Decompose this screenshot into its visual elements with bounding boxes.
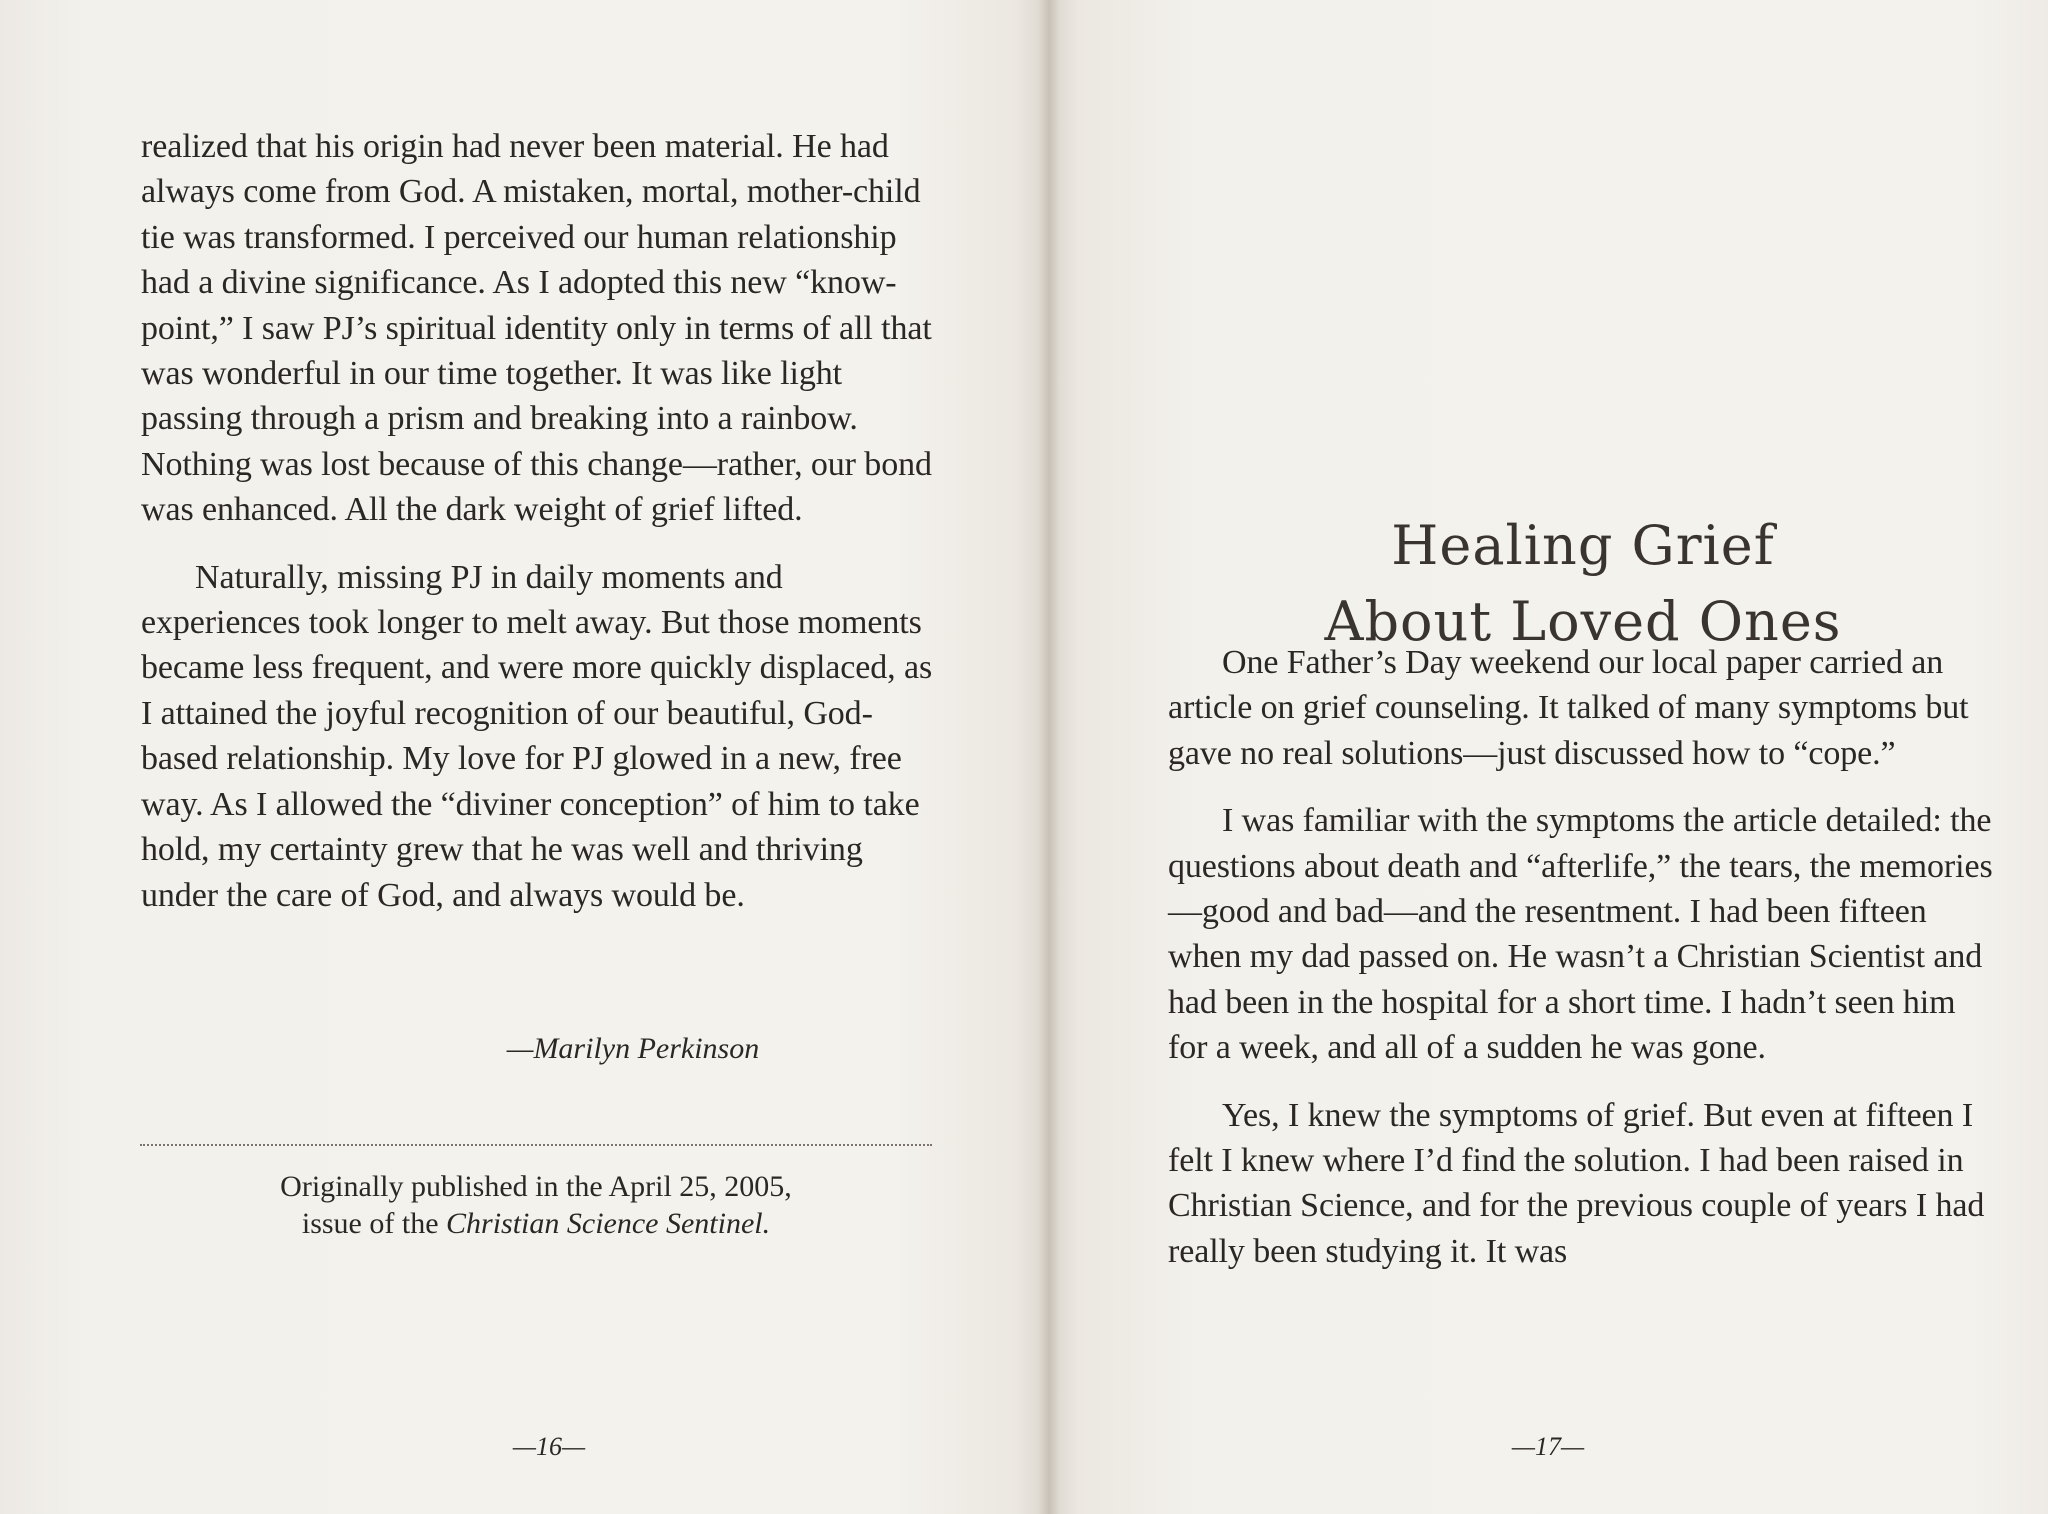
publication-note-line-2 [140, 1205, 932, 1242]
left-page-body [141, 124, 941, 918]
chapter-title [1168, 508, 1998, 660]
right-page [1048, 0, 2048, 1514]
left-paragraph-1: realized that his origin had never been material. He had always come from God. A mistaken, mortal, mother-child tie was transformed. I perceived our human relationship had a divine significance. As I adopted this new “know-point,” I saw PJ’s spiritual identity only in terms of all that was wonderful in our time together. It was like light passing through a prism and breaking into a rainbow. Nothing was lost because of this change—rather, our bond was enhanced. All the dark weight of grief lifted. [141, 128, 932, 529]
page-number-left: —16— [512, 1432, 586, 1461]
dotted-divider [140, 1144, 932, 1146]
right-paragraph-3: Yes, I knew the symptoms of grief. But even at fifteen I felt I knew where I’d find the solution. I had been raised in Christian Science, and for the previous couple of years I had really been studying it. It was [1168, 1096, 1985, 1270]
author-signature: —Marilyn Perkinson [506, 1032, 760, 1065]
publication-title: Christian Science Sentinel. [446, 1207, 771, 1240]
chapter-title-line-1: Healing Grief [1391, 514, 1775, 578]
right-paragraph-2: I was familiar with the symptoms the article detailed: the questions about death and “afterlife,” the tears, the memories—good and bad—and the resentment. I had been fifteen when my dad passed on. He wasn’t a Christian Scientist and had been in the hospital for a short time. I hadn’t seen him for a week, and all of a sudden he was gone. [1168, 802, 1993, 1067]
left-paragraph-2: Naturally, missing PJ in daily moments and experiences took longer to melt away. But those moments became less frequent, and were more quickly displaced, as I attained the joyful recognition of our beautiful, God-based relationship. My love for PJ glowed in a new, free way. As I allowed the “diviner conception” of him to take hold, my certainty grew that he was well and thriving under the care of God, and always would be. [141, 558, 933, 914]
page-number-right: —17— [1511, 1432, 1585, 1461]
publication-note-line-1: Originally published in the April 25, 2005, [280, 1170, 792, 1203]
right-paragraph-1: One Father’s Day weekend our local paper carried an article on grief counseling. It talked of many symptoms but gave no real solutions—just discussed how to “cope.” [1168, 644, 1969, 772]
publication-note [140, 1168, 932, 1242]
chapter-title-line-2: About Loved Ones [1324, 590, 1842, 654]
publication-note-prefix: issue of the [301, 1207, 447, 1240]
book-gutter [1038, 0, 1060, 1514]
right-page-body [1168, 640, 1998, 1274]
